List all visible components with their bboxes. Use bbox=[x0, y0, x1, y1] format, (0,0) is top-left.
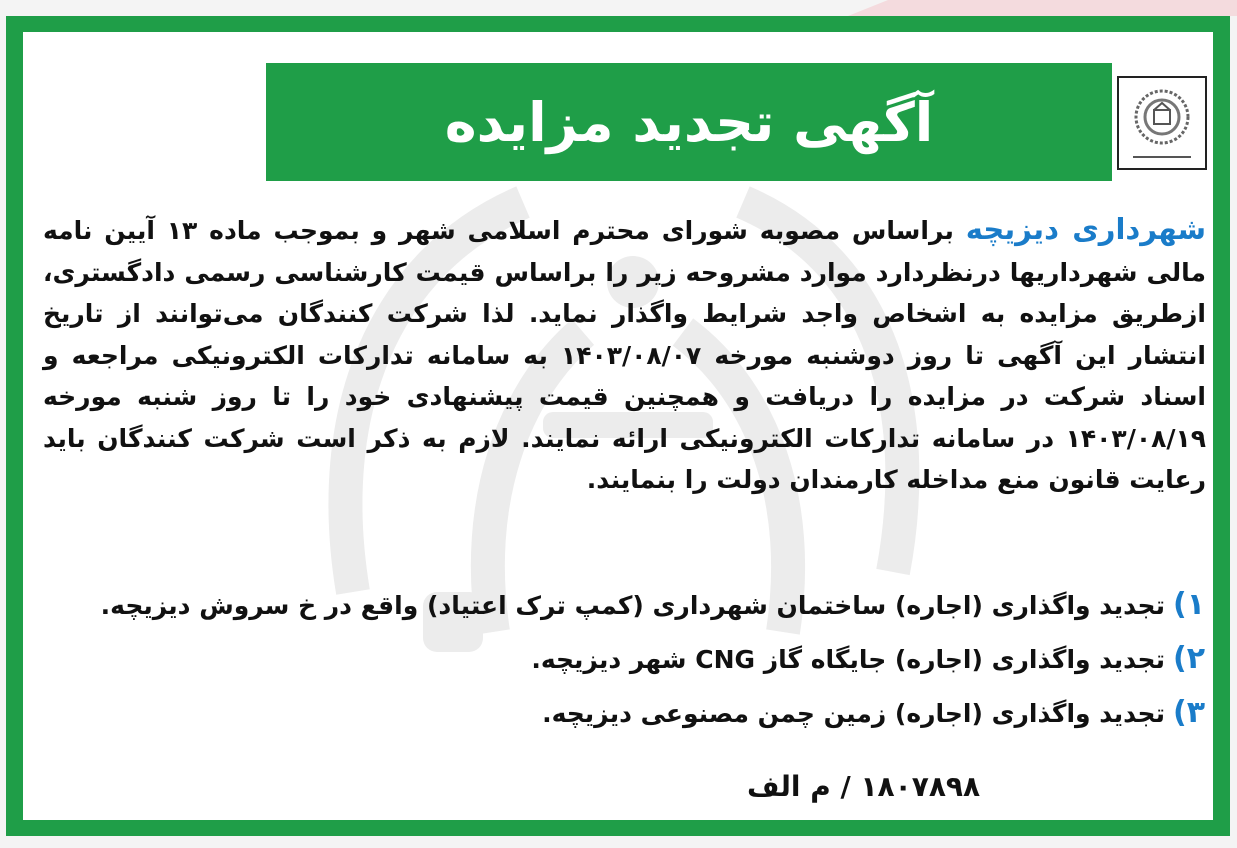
title-banner bbox=[266, 63, 1112, 181]
notice-paragraph bbox=[43, 209, 1206, 501]
item-number: ۳) bbox=[1172, 695, 1205, 730]
list-item bbox=[100, 578, 1205, 632]
org-name: شهرداری دیزیچه bbox=[965, 212, 1207, 246]
code-box bbox=[731, 752, 1213, 820]
list-item bbox=[105, 686, 1205, 740]
signature: عباس اله یاری– شهردار دیزیچه bbox=[128, 773, 615, 811]
municipality-logo bbox=[1117, 76, 1207, 170]
item-text: تجدید واگذاری (اجاره) زمین چمن مصنوعی دیزیچه. bbox=[542, 699, 1165, 728]
list-item bbox=[105, 632, 1205, 686]
page-title: آگهی تجدید مزایده bbox=[444, 90, 934, 154]
ad-paper bbox=[23, 32, 1213, 820]
items-list bbox=[100, 578, 1205, 740]
corner-decoration bbox=[848, 0, 1237, 16]
item-number: ۱) bbox=[1172, 587, 1205, 622]
ad-code: ۱۸۰۷۸۹۸ / م الف bbox=[747, 769, 981, 803]
item-number: ۲) bbox=[1172, 641, 1205, 676]
emblem-icon bbox=[1133, 88, 1191, 146]
item-text: تجدید واگذاری (اجاره) جایگاه گاز CNG شهر دیزیچه. bbox=[531, 645, 1165, 674]
ad-frame bbox=[6, 16, 1230, 836]
item-text: تجدید واگذاری (اجاره) ساختمان شهرداری (کمپ ترک اعتیاد) واقع در خ سروش دیزیچه. bbox=[100, 591, 1165, 620]
notice-body: براساس مصوبه شورای محترم اسلامی شهر و بموجب ماده ۱۳ آیین نامه مالی شهرداریها درنظردارد موارد مشروحه زیر را براساس قیمت کارشناسی رسمی دادگستری، ازطریق مزایده به اشخاص واجد شرایط واگذار نماید. لذا شرکت کنندگان می‌توانند از تاریخ انتشار این آگهی تا روز دوشنبه مورخه ۱۴۰۳/۰۸/۰۷ به سامانه تدارکات الکترونیکی مراجعه و اسناد شرکت در مزایده را دریافت و همچنین قیمت پیشنهادی خود را تا روز شنبه مورخه ۱۴۰۳/۰۸/۱۹ در سامانه تدارکات الکترونیکی ارائه نمایند. لازم به ذکر است شرکت کنندگان باید رعایت قانون منع مداخله کارمندان دولت را بنمایند. bbox=[43, 216, 1207, 494]
logo-caption bbox=[1133, 150, 1191, 158]
signature-banner bbox=[23, 752, 720, 832]
